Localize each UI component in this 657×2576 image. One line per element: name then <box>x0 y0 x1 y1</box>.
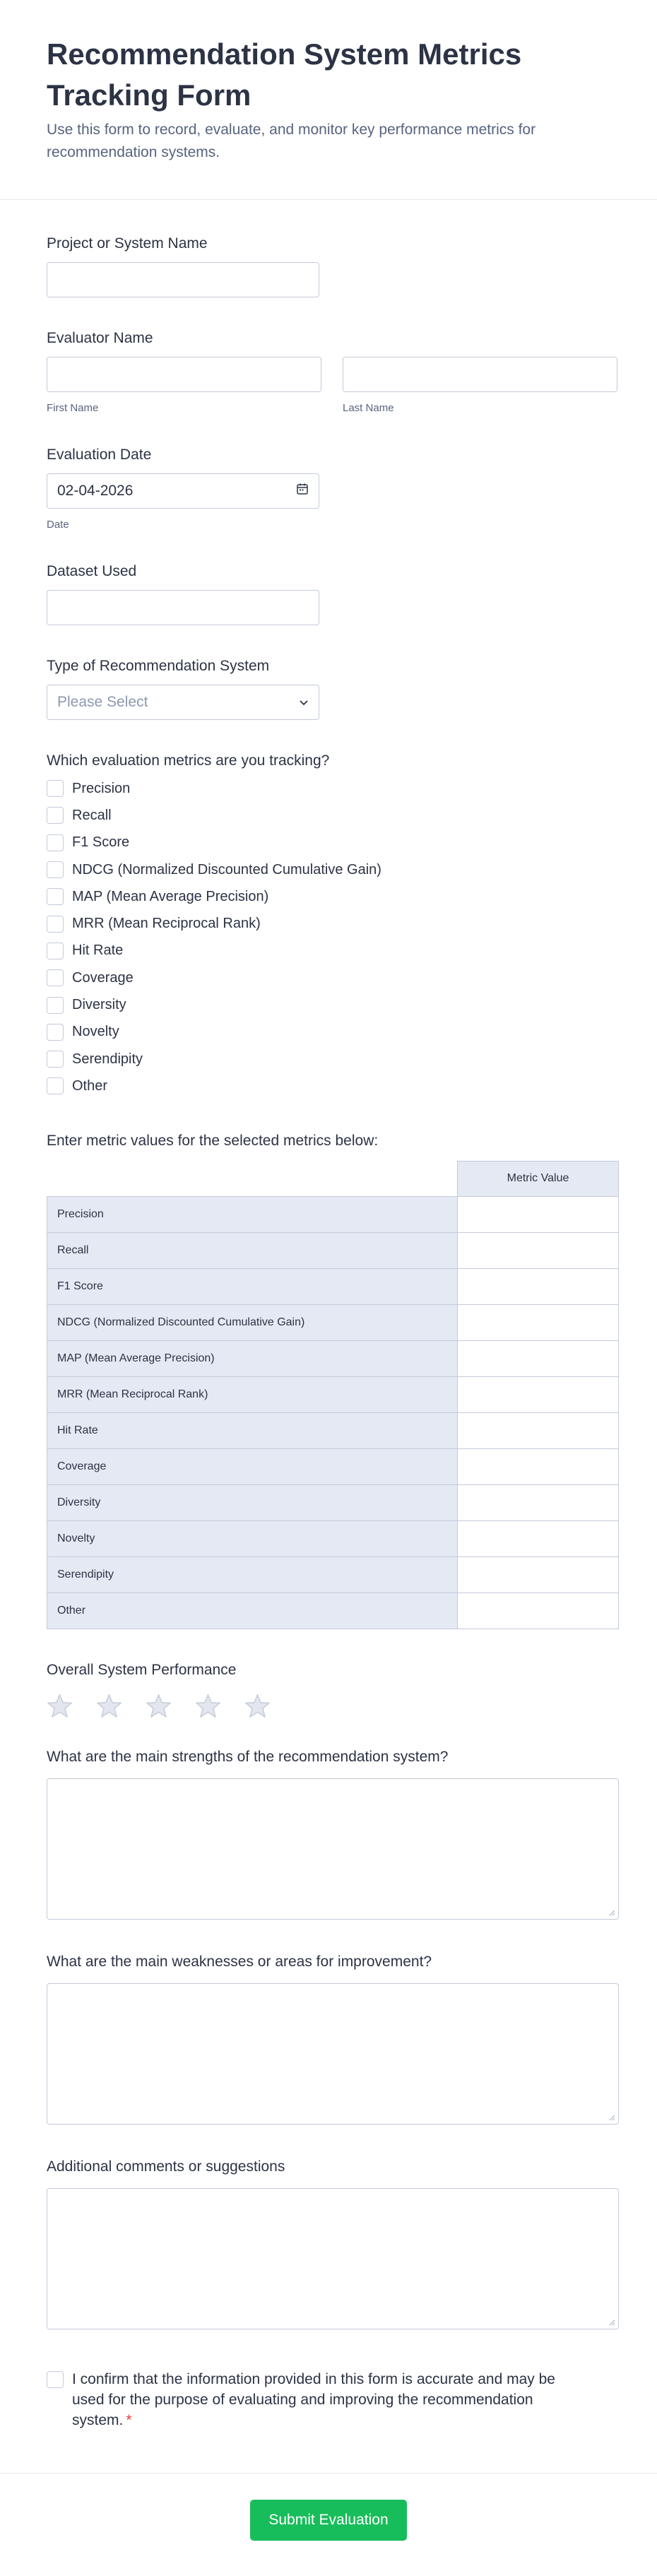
table-row <box>47 1376 619 1412</box>
matrix-row-label: MAP (Mean Average Precision) <box>47 1340 458 1376</box>
system-type-field <box>47 656 610 720</box>
checkbox[interactable] <box>47 916 64 933</box>
table-row <box>47 1556 619 1593</box>
metrics-checklist-label: Which evaluation metrics are you tracking? <box>47 752 330 769</box>
matrix-row-label: Coverage <box>47 1448 458 1484</box>
metric-value-input[interactable] <box>458 1448 619 1484</box>
last-name-sublabel: Last Name <box>343 402 394 414</box>
checkbox-option[interactable] <box>47 910 610 937</box>
metric-value-input[interactable] <box>458 1232 619 1268</box>
matrix-row-label: F1 Score <box>47 1268 458 1304</box>
project-name-label: Project or System Name <box>47 235 208 252</box>
metric-value-input[interactable] <box>458 1520 619 1556</box>
metric-value-input[interactable] <box>458 1340 619 1376</box>
system-type-label: Type of Recommendation System <box>47 658 270 674</box>
evaluation-date-value: 02-04-2026 <box>57 483 134 499</box>
metric-value-input[interactable] <box>458 1268 619 1304</box>
checkbox-option[interactable] <box>47 1073 610 1099</box>
metric-value-input[interactable] <box>458 1556 619 1593</box>
checkbox-label: Hit Rate <box>72 943 124 959</box>
matrix-column-header: Metric Value <box>458 1161 619 1196</box>
resize-handle-icon[interactable] <box>608 2319 615 2326</box>
metric-value-input[interactable] <box>458 1196 619 1232</box>
form-footer <box>0 2473 657 2576</box>
confirmation-text: I confirm that the information provided in this form is accurate and may be used for the purpose of evaluating and improving the recommendation system. <box>72 2370 555 2428</box>
checkbox-option[interactable] <box>47 775 610 802</box>
checkbox-label: Diversity <box>72 997 126 1013</box>
confirmation-field <box>47 2369 610 2430</box>
table-row <box>47 1196 619 1232</box>
last-name-input[interactable] <box>343 357 617 392</box>
star-icon[interactable] <box>195 1693 221 1719</box>
confirmation-checkbox[interactable] <box>47 2371 64 2388</box>
confirmation-label <box>72 2369 555 2430</box>
table-row <box>47 1448 619 1484</box>
matrix-row-label: MRR (Mean Reciprocal Rank) <box>47 1376 458 1412</box>
form-body <box>0 234 657 2430</box>
weaknesses-textarea[interactable] <box>47 1983 619 2125</box>
weaknesses-field <box>47 1952 610 2125</box>
star-icon[interactable] <box>96 1693 122 1719</box>
checkbox-label: Serendipity <box>72 1051 143 1067</box>
metric-value-input[interactable] <box>458 1593 619 1629</box>
resize-handle-icon[interactable] <box>608 2114 615 2121</box>
checkbox[interactable] <box>47 943 64 959</box>
table-row <box>47 1593 619 1629</box>
table-row <box>47 1484 619 1520</box>
metric-value-input[interactable] <box>458 1376 619 1412</box>
checkbox-option[interactable] <box>47 856 610 883</box>
matrix-row-label: Serendipity <box>47 1556 458 1593</box>
dataset-label: Dataset Used <box>47 563 137 579</box>
checkbox-label: MRR (Mean Reciprocal Rank) <box>72 916 261 932</box>
checkbox[interactable] <box>47 969 64 986</box>
checkbox-option[interactable] <box>47 964 610 991</box>
checkbox-label: Novelty <box>72 1024 119 1040</box>
checkbox[interactable] <box>47 1077 64 1094</box>
checkbox[interactable] <box>47 807 64 824</box>
strengths-label: What are the main strengths of the recommendation system? <box>47 1748 449 1765</box>
star-icon[interactable] <box>146 1693 172 1719</box>
checkbox-label: Recall <box>72 807 112 823</box>
table-row <box>47 1412 619 1448</box>
chevron-down-icon <box>299 694 309 711</box>
checkbox-option[interactable] <box>47 802 610 829</box>
checkbox-label: Coverage <box>72 969 134 986</box>
metrics-checklist-field <box>47 751 610 1100</box>
strengths-field <box>47 1747 610 1920</box>
checkbox-label: MAP (Mean Average Precision) <box>72 888 269 904</box>
system-type-placeholder: Please Select <box>57 694 148 710</box>
evaluation-date-sublabel: Date <box>47 519 69 531</box>
metric-value-input[interactable] <box>458 1484 619 1520</box>
metrics-checklist <box>47 775 610 1100</box>
metric-value-input[interactable] <box>458 1412 619 1448</box>
matrix-row-label: Hit Rate <box>47 1412 458 1448</box>
star-icon[interactable] <box>244 1693 271 1719</box>
strengths-textarea[interactable] <box>47 1778 619 1920</box>
checkbox-option[interactable] <box>47 829 610 856</box>
submit-button[interactable]: Submit Evaluation <box>250 2500 407 2541</box>
form-title: Recommendation System Metrics Tracking Form <box>47 37 522 112</box>
matrix-row-label: NDCG (Normalized Discounted Cumulative Gain) <box>47 1304 458 1340</box>
rating-label: Overall System Performance <box>47 1661 237 1678</box>
checkbox[interactable] <box>47 888 64 905</box>
dataset-input[interactable] <box>47 590 319 625</box>
table-row <box>47 1268 619 1304</box>
checkbox-label: F1 Score <box>72 834 130 851</box>
checkbox-label: Other <box>72 1077 108 1094</box>
checkbox[interactable] <box>47 780 64 797</box>
evaluator-name-label: Evaluator Name <box>47 330 153 346</box>
metric-values-field <box>47 1131 610 1629</box>
checkbox-option[interactable] <box>47 938 610 964</box>
checkbox[interactable] <box>47 834 64 851</box>
checkbox-option[interactable] <box>47 1046 610 1073</box>
matrix-row-label: Recall <box>47 1232 458 1268</box>
comments-textarea[interactable] <box>47 2188 619 2329</box>
dataset-field <box>47 562 610 625</box>
metric-values-label: Enter metric values for the selected metrics below: <box>47 1132 379 1149</box>
table-row <box>47 1520 619 1556</box>
rating-field <box>47 1660 610 1719</box>
matrix-row-label: Other <box>47 1593 458 1629</box>
first-name-sublabel: First Name <box>47 402 99 414</box>
metric-values-table <box>47 1161 619 1629</box>
resize-handle-icon[interactable] <box>608 1909 615 1916</box>
evaluator-name-field <box>47 329 610 414</box>
checkbox[interactable] <box>47 861 64 878</box>
matrix-row-label: Precision <box>47 1196 458 1232</box>
matrix-corner <box>47 1161 458 1196</box>
matrix-row-label: Diversity <box>47 1484 458 1520</box>
metric-value-input[interactable] <box>458 1304 619 1340</box>
weaknesses-label: What are the main weaknesses or areas for improvement? <box>47 1953 432 1970</box>
project-name-field <box>47 234 610 297</box>
checkbox[interactable] <box>47 997 64 1014</box>
matrix-row-label: Novelty <box>47 1520 458 1556</box>
checkbox-label: Precision <box>72 780 131 796</box>
checkbox-option[interactable] <box>47 1019 610 1046</box>
star-rating <box>47 1693 610 1719</box>
checkbox[interactable] <box>47 1024 64 1041</box>
calendar-icon[interactable] <box>296 483 309 500</box>
first-name-input[interactable] <box>47 357 321 392</box>
evaluation-date-label: Evaluation Date <box>47 447 152 463</box>
table-row <box>47 1304 619 1340</box>
comments-field <box>47 2157 610 2329</box>
table-row <box>47 1232 619 1268</box>
checkbox-label: NDCG (Normalized Discounted Cumulative Gain) <box>72 861 381 878</box>
star-icon[interactable] <box>47 1693 73 1719</box>
evaluation-date-field <box>47 445 610 531</box>
checkbox-option[interactable] <box>47 991 610 1018</box>
comments-label: Additional comments or suggestions <box>47 2158 285 2175</box>
system-type-select[interactable] <box>47 685 319 720</box>
evaluation-date-input[interactable] <box>47 473 319 509</box>
checkbox[interactable] <box>47 1051 64 1068</box>
table-row <box>47 1340 619 1376</box>
checkbox-option[interactable] <box>47 883 610 910</box>
form-header <box>0 0 657 200</box>
project-name-input[interactable] <box>47 262 319 297</box>
required-mark: * <box>126 2411 132 2428</box>
form-subtitle: Use this form to record, evaluate, and monitor key performance metrics for recommendation systems. <box>47 122 536 160</box>
